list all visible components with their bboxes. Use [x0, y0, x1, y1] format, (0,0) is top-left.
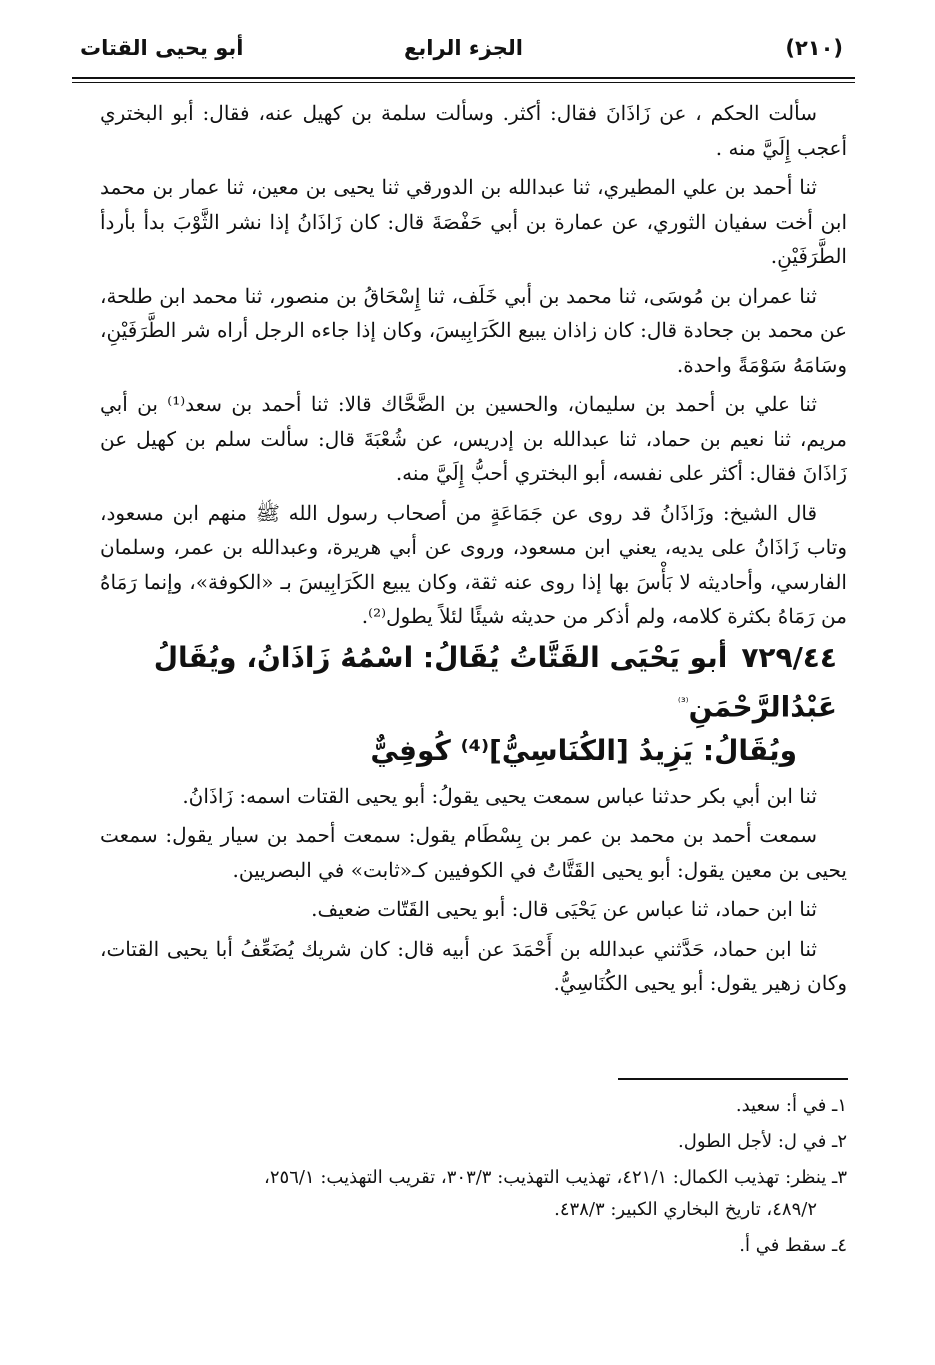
- paragraph: سمعت أحمد بن محمد بن عمر بن بِسْطَام يقول: سمعت أحمد بن سيار يقول: سمعت يحيى بن معين يقول: أبو يحيى القَتَّاتُ في الكوفيين كـ«ثابت» في البصريين.: [100, 823, 847, 882]
- paragraph: سألت الحكم ، عن زَاذَانَ فقال: أكثر. وسألت سلمة بن كهيل عنه، فقال: أبو البختري أعجب إِلَيَّ منه .: [100, 101, 847, 160]
- paragraph: ثنا ابن أبي بكر حدثنا عباس سمعت يحيى يقولُ: أبو يحيى القتات اسمه: زَاذَانُ.: [182, 783, 817, 808]
- paragraph: ثنا علي بن أحمد بن سليمان، والحسين بن الضَّحَّاك قالا: ثنا أحمد بن سعد⁽¹⁾ بن أبي مريم، ثنا نعيم بن حماد، ثنا عبدالله بن إدريس، عن شُعْبَةَ قال: سألت سلم بن كهيل عن زَاذَانَ فقال: أكثر على نفسه، أبو البختري أحبُّ إِلَيَّ منه.: [100, 392, 847, 485]
- footnote-ref: ⁽³⁾: [677, 694, 689, 709]
- header-rule: [72, 77, 855, 83]
- entry-heading: [100, 636, 847, 773]
- paragraph: ثنا عمران بن مُوسَى، ثنا محمد بن أبي خَلَف، ثنا إِسْحَاقُ بن منصور، ثنا محمد ابن طلحة، عن محمد بن جحادة قال: كان زاذان يبيع الكَرَابِيسَ، وكان إذا جاءه الرجل أراه شر الطَّرَفَيْنِ، وسَامَهُ سَوْمَةً واحدة.: [100, 283, 847, 377]
- main-text: [100, 96, 847, 1006]
- entry-title-line1: أبو يَحْيَى القَتَّاتُ يُقَالُ: اسْمُهُ زَاذَانُ، ويُقَالُ عَبْدُالرَّحْمَنِ: [153, 640, 837, 723]
- footnote: ١ـ في أ: سعيد.: [735, 1095, 847, 1116]
- entry-number: ٧٢٩/٤٤: [741, 640, 837, 674]
- page-header: [72, 30, 855, 70]
- footnote-rule: [618, 1078, 848, 1080]
- page-number: (٢١٠): [785, 36, 843, 60]
- part-title: الجزء الرابع: [404, 36, 523, 60]
- footnote: ٣ـ ينظر: تهذيب الكمال: ٤٢١/١، تهذيب التهذيب: ٣٠٣/٣، تقريب التهذيب: ٢٥٦/١،: [264, 1167, 847, 1188]
- running-title: أبو يحيى القتات: [80, 36, 244, 60]
- paragraph: ثنا أحمد بن علي المطيري، ثنا عبدالله بن الدورقي ثنا يحيى بن معين، ثنا عمار بن محمد ابن أخت سفيان الثوري، عن عمارة بن أبي حَفْصَةَ قال: كان زَاذَانُ إذا نشر الثَّوْبَ بدأ بأردأ الطَّرَفَيْنِ.: [100, 175, 847, 268]
- footnote: ٤ـ سقط في أ.: [739, 1235, 847, 1256]
- footnote: ٢ـ في ل: لأجل الطول.: [678, 1131, 847, 1152]
- paragraph: قال الشيخ: وزَاذَانُ قد روى عن جَمَاعَةٍ من أصحاب رسول الله ﷺ منهم ابن مسعود، وتاب زَاذَانُ على يديه، يعني ابن مسعود، وروى عن أبي هريرة، وعبدالله بن عمر، وسلمان الفارسي، وأحاديثه لا بَأْسَ بها إذا روى عنه ثقة، وكان يبيع الكَرَابِيسَ بـ «الكوفة»، وإنما رَمَاهُ من رَمَاهُ بكثرة كلامه، ولم أذكر من حديثه شيئًا لئلاً يطول⁽²⁾.: [100, 500, 847, 628]
- footnotes: [100, 1090, 847, 1266]
- footnote-continuation: ٤٨٩/٢، تاريخ البخاري الكبير: ٤٣٨/٣.: [554, 1199, 817, 1220]
- entry-title-line2: ويُقَالُ: يَزِيدُ [الكُنَاسِيُّ]⁽⁴⁾ كُوفِيٌّ: [370, 733, 797, 767]
- paragraph: ثنا ابن حماد، ثنا عباس عن يَحْيَى قال: أبو يحيى القَتّات ضعيف.: [311, 897, 817, 922]
- paragraph: ثنا ابن حماد، حَدَّثني عبدالله بن أَحْمَدَ عن أبيه قال: كان شريك يُضَعِّفُ أبا يحيى القتات، وكان زهير يقول: أبو يحيى الكُنَاسِيُّ.: [100, 936, 847, 996]
